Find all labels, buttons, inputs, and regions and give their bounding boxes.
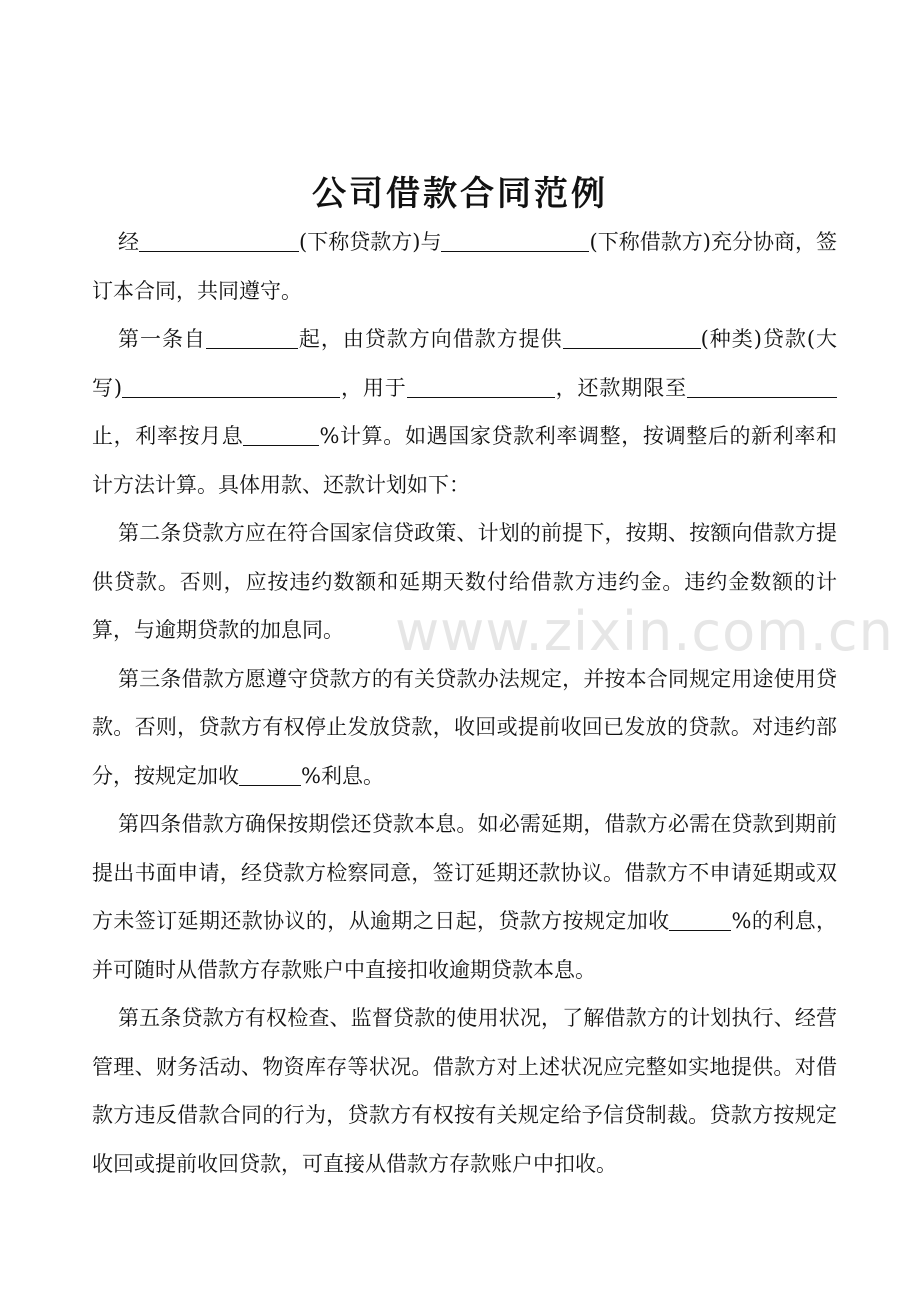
repayment-deadline-blank[interactable]: [687, 377, 837, 398]
article-1-text-7: %计算。如遇国家贷款利率调整，按调整后的新利率和计方法计算。具体用款、还款计划如下：: [92, 424, 838, 497]
article-1: [92, 315, 837, 509]
article-4-text-2: %的利息，并可随时从借款方存款账户中直接扣收逾期贷款本息。: [92, 909, 837, 982]
article-1-text-1: 第一条自: [118, 327, 206, 351]
article-5: 第五条贷款方有权检查、监督贷款的使用状况，了解借款方的计划执行、经营管理、财务活动、物资库存等状况。借款方对上述状况应完整如实地提供。对借款方违反借款合同的行为，贷款方有权按有关规定给予信贷制裁。贷款方按规定收回或提前收回贷款，可直接从借款方存款账户中扣收。: [92, 1006, 837, 1176]
amount-in-words-blank[interactable]: [122, 377, 340, 398]
watermark: www.zixin.com.cn: [395, 600, 894, 663]
monthly-rate-blank[interactable]: [243, 425, 319, 446]
article-3: [92, 655, 837, 801]
article-4-text-1: 第四条借款方确保按期偿还贷款本息。如必需延期，借款方必需在贷款到期前提出书面申请，经贷款方检察同意，签订延期还款协议。借款方不申请延期或双方未签订延期还款协议的，从逾期之日起，贷款方按规定加收: [92, 812, 837, 933]
intro-text-1: 经: [118, 230, 140, 254]
article-4: [92, 800, 837, 994]
article-1-text-2: 起，由贷款方向借款方提供: [297, 327, 563, 351]
intro-text-2: (下称贷款方)与: [299, 230, 442, 254]
intro-paragraph: [92, 218, 837, 315]
article-1-text-6: 止，利率按月息: [92, 424, 244, 448]
article-1-text-3: (种类)贷款(大写): [92, 327, 837, 400]
article-1-text-4: ，用于: [340, 375, 407, 400]
borrower-name-blank[interactable]: [441, 231, 589, 252]
start-date-blank[interactable]: [206, 328, 298, 349]
article-2: 第二条贷款方应在符合国家信贷政策、计划的前提下，按期、按额向借款方提供贷款。否则，应按违约数额和延期天数付给借款方违约金。违约金数额的计算，与逾期贷款的加息同。: [92, 521, 837, 642]
penalty-interest-blank[interactable]: [239, 765, 301, 786]
article-3-text-2: %利息。: [301, 763, 384, 788]
lender-name-blank[interactable]: [139, 231, 299, 252]
article-3-text-1: 第三条借款方愿遵守贷款方的有关贷款办法规定，并按本合同规定用途使用贷款。否则，贷款方有权停止发放贷款，收回或提前收回已发放的贷款。对违约部分，按规定加收: [92, 666, 837, 788]
document-title: 公司借款合同范例: [312, 174, 608, 214]
purpose-blank[interactable]: [407, 377, 555, 398]
intro-text-3: (下称借款方)充分协商，签订本合同，共同遵守。: [92, 230, 837, 303]
loan-type-blank[interactable]: [563, 328, 701, 349]
article-1-text-5: ，还款期限至: [554, 375, 688, 400]
overdue-interest-blank[interactable]: [669, 910, 731, 931]
document-body: [92, 218, 837, 1188]
